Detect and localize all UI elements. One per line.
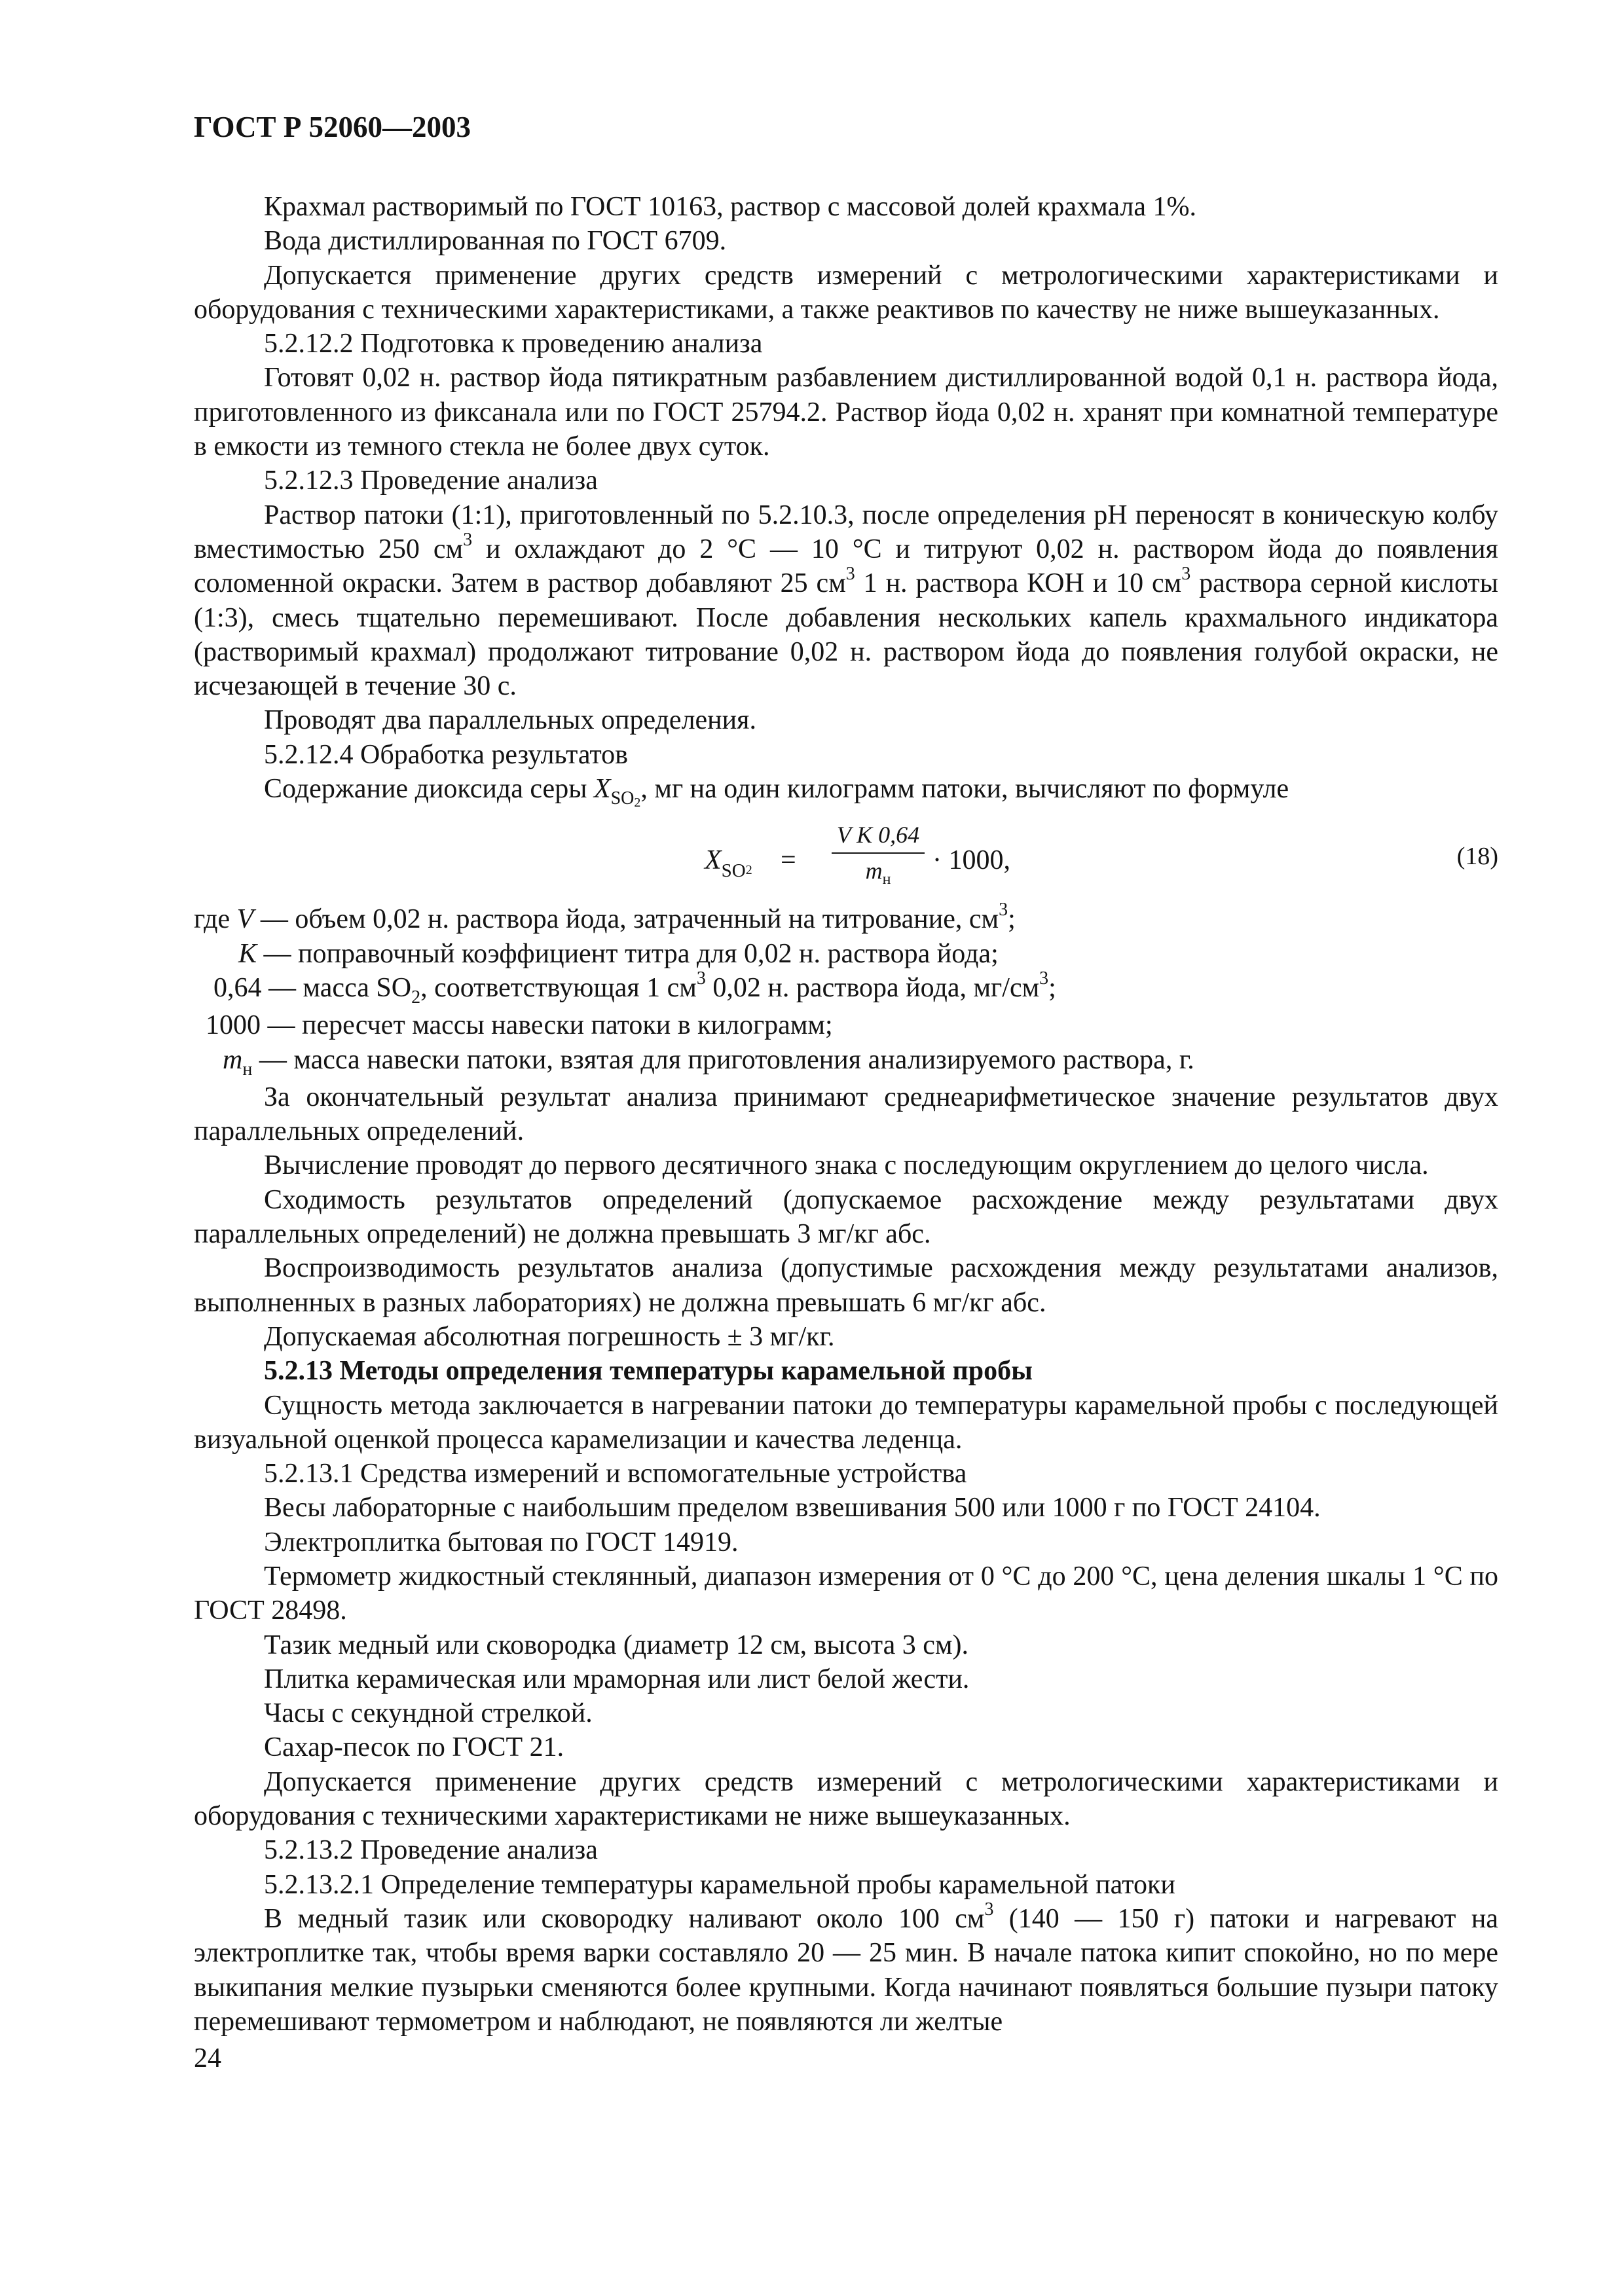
paragraph: 5.2.12.3 Проведение анализа bbox=[264, 465, 598, 496]
formula-lhs bbox=[705, 843, 752, 882]
formula-equals: = bbox=[781, 845, 796, 876]
definition-text: — поправочный коэффициент титра для 0,02 н. раствора йода; bbox=[257, 938, 999, 969]
text-run: раствора серной кислоты (1:3), смесь тщательно перемешивают. После добавления нескольких капель крахмального индикатора (растворимый крахмал) продолжают титрование 0,02 н. раствором йода до появления голубой окраски, не исчезающей в течение 30 с. bbox=[194, 568, 1498, 702]
definition-text: — пересчет массы навески патоки в килограмм; bbox=[261, 1010, 833, 1041]
paragraph: За окончательный результат анализа принимают среднеарифметическое значение результатов двух параллельных определений. bbox=[194, 1082, 1498, 1147]
text-run: (140 — 150 г) патоки и нагревают на электроплитке так, чтобы время варки составляло 20 — 25 мин. В начале патока кипит спокойно, но по мере выкипания мелкие пузырьки сменяются более крупными. Когда начинают появляться большие пузыри патоку перемешивают термометром и наблюдают, не появляются ли желтые bbox=[194, 1903, 1498, 2037]
analysis-paragraph bbox=[194, 498, 1498, 704]
paragraph: Плитка керамическая или мраморная или лист белой жести. bbox=[264, 1664, 970, 1694]
definition-text: — масса навески патоки, взятая для приготовления анализируемого раствора, г. bbox=[252, 1044, 1194, 1075]
top-paragraphs bbox=[194, 190, 1498, 498]
definition-item bbox=[194, 1043, 1498, 1080]
content-line bbox=[194, 772, 1498, 811]
definition-item bbox=[194, 937, 1498, 971]
paragraph: 5.2.12.4 Обработка результатов bbox=[264, 739, 629, 770]
paragraph: Термометр жидкостный стеклянный, диапазон измерения от 0 °С до 200 °С, цена деления шкалы 1 °С по ГОСТ 28498. bbox=[194, 1561, 1498, 1626]
text-run: В медный тазик или сковородку наливают около 100 см bbox=[264, 1903, 985, 1934]
formula-tail: · 1000, bbox=[932, 845, 1010, 876]
definition-symbol: K bbox=[238, 938, 257, 969]
superscript: 3 bbox=[696, 968, 706, 989]
paragraph: Сходимость результатов определений (допускаемое расхождение между результатами двух параллельных определений) не должна превышать 3 мг/кг абс. bbox=[194, 1184, 1498, 1250]
formula-subscript: н bbox=[882, 871, 891, 888]
superscript: 3 bbox=[984, 1899, 994, 1920]
definition-symbol: 0,64 bbox=[213, 972, 262, 1003]
formula-symbol: m bbox=[865, 858, 883, 884]
formula-number: (18) bbox=[1456, 843, 1498, 871]
mid-paragraphs bbox=[194, 703, 1498, 772]
text-run: ; bbox=[1008, 904, 1016, 935]
formula-18 bbox=[194, 820, 1498, 897]
paragraph: 5.2.13.2.1 Определение температуры карамельной пробы карамельной патоки bbox=[264, 1869, 1175, 1900]
text-run: 1 н. раствора КОН и 10 см bbox=[855, 568, 1182, 599]
paragraph: Сахар-песок по ГОСТ 21. bbox=[264, 1732, 564, 1763]
document-code: ГОСТ Р 52060—2003 bbox=[194, 111, 471, 143]
bottom-paragraphs bbox=[194, 1080, 1498, 1902]
definition-symbol: m bbox=[223, 1044, 243, 1075]
paragraph: 5.2.12.2 Подготовка к проведению анализа bbox=[264, 329, 763, 359]
paragraph: Воспроизводимость результатов анализа (допустимые расхождения между результатами анализов, выполненных в разных лабораториях) не должна превышать 6 мг/кг абс. bbox=[194, 1253, 1498, 1318]
formula-subscript: 2 bbox=[745, 863, 752, 878]
definition-item bbox=[194, 968, 1498, 1008]
definition-text: 0,02 н. раствора йода, мг/см bbox=[705, 972, 1040, 1003]
formula-subscript: SO bbox=[721, 860, 746, 882]
paragraph: Вода дистиллированная по ГОСТ 6709. bbox=[264, 226, 727, 257]
text-run: ; bbox=[1048, 972, 1056, 1003]
formula-denominator bbox=[832, 856, 925, 888]
text-run: Раствор патоки (1:1), приготовленный по 5.2.10.3, после определения pH переносят в коническую колбу вместимостью 250 см bbox=[194, 500, 1498, 564]
superscript: 3 bbox=[999, 900, 1008, 920]
paragraph: Электроплитка бытовая по ГОСТ 14919. bbox=[264, 1527, 739, 1558]
last-paragraph bbox=[194, 1899, 1498, 2039]
paragraph: Вычисление проводят до первого десятичного знака с последующим округлением до целого числа. bbox=[264, 1150, 1429, 1181]
paragraph: Допускается применение других средств измерений с метрологическими характеристиками и оборудования с техническими характеристиками не ниже вышеуказанных. bbox=[194, 1766, 1498, 1832]
paragraph: Допускается применение других средств измерений с метрологическими характеристиками и оборудования с техническими характеристиками, а также реактивов по качеству не ниже вышеуказанных. bbox=[194, 260, 1498, 325]
formula-numerator: V K 0,64 bbox=[836, 822, 920, 848]
text-run: где bbox=[194, 904, 237, 935]
superscript: 3 bbox=[463, 529, 473, 550]
paragraph: Допускаемая абсолютная погрешность ± 3 мг/кг. bbox=[264, 1321, 835, 1352]
paragraph: Весы лабораторные с наибольшим пределом взвешивания 500 или 1000 г по ГОСТ 24104. bbox=[264, 1493, 1321, 1523]
fraction-bar bbox=[832, 852, 925, 854]
subscript: 2 bbox=[634, 795, 641, 811]
definition-item bbox=[194, 902, 1498, 936]
paragraph: Тазик медный или сковородка (диаметр 12 см, высота 3 см). bbox=[264, 1630, 969, 1660]
paragraph: 5.2.13.1 Средства измерений и вспомогательные устройства bbox=[264, 1459, 967, 1489]
paragraph: Проводят два параллельных определения. bbox=[264, 705, 756, 736]
paragraph: Часы с секундной стрелкой. bbox=[264, 1698, 593, 1729]
definitions-list bbox=[194, 902, 1498, 1080]
section-heading: 5.2.13 Методы определения температуры карамельной пробы bbox=[264, 1356, 1033, 1387]
superscript: 3 bbox=[845, 564, 855, 585]
body-text bbox=[194, 190, 1498, 2039]
text-run: и охлаждают до 2 °С — 10 °С и титруют 0,02 н. раствором йода до появления соломенной окраски. Затем в раствор добавляют 25 см bbox=[194, 534, 1498, 599]
symbol-x: X bbox=[593, 774, 611, 805]
definition-item bbox=[194, 1008, 1498, 1042]
definition-symbol: V bbox=[236, 904, 254, 935]
formula-fraction bbox=[832, 820, 925, 888]
subscript: 2 bbox=[411, 987, 421, 1008]
definition-text: — объем 0,02 н. раствора йода, затраченный на титрование, см bbox=[253, 904, 999, 935]
paragraph: Готовят 0,02 н. раствор йода пятикратным разбавлением дистиллированной водой 0,1 н. раствора йода, приготовленного из фиксанала или по ГОСТ 25794.2. Раствор йода 0,02 н. хранят при комнатной температуре в емкости из темного стекла не более двух суток. bbox=[194, 363, 1498, 462]
paragraph: Крахмал растворимый по ГОСТ 10163, раствор с массовой долей крахмала 1%. bbox=[264, 192, 1196, 222]
definition-text: — масса SO bbox=[261, 972, 412, 1003]
text-run: Содержание диоксида серы bbox=[264, 774, 594, 805]
superscript: 3 bbox=[1039, 968, 1049, 989]
formula-symbol: X bbox=[705, 845, 722, 876]
paragraph: 5.2.13.2 Проведение анализа bbox=[264, 1835, 598, 1866]
definition-text: , соответствующая 1 см bbox=[420, 972, 697, 1003]
subscript: н bbox=[242, 1059, 253, 1080]
subscript: SO bbox=[610, 788, 635, 809]
superscript: 3 bbox=[1181, 564, 1191, 585]
text-run: , мг на один килограмм патоки, вычисляют по формуле bbox=[640, 774, 1289, 805]
page-number: 24 bbox=[194, 2043, 221, 2073]
definition-symbol: 1000 bbox=[206, 1010, 261, 1041]
paragraph: Сущность метода заключается в нагревании патоки до температуры карамельной пробы с последующей визуальной оценкой процесса карамелизации и качества леденца. bbox=[194, 1390, 1498, 1455]
